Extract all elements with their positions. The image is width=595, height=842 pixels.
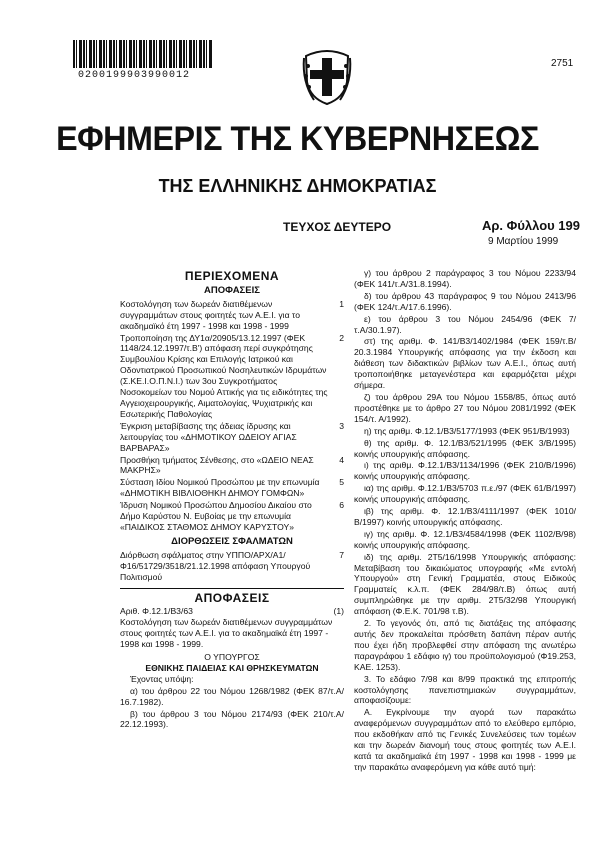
legal-basis-item: ε) του άρθρου 3 του Νόμου 2454/96 (ΦΕΚ 7/τ.Α/30.1.97). [354,313,576,335]
sheet-number: Αρ. Φύλλου 199 [482,218,581,233]
corrections-heading: ΔΙΟΡΘΩΣΕΙΣ ΣΦΑΛΜΑΤΩΝ [171,535,293,547]
minister-title: Ο ΥΠΟΥΡΓΟΣ [204,652,260,662]
page-number: 2751 [551,58,574,69]
issue-date: 9 Μαρτίου 1999 [488,236,559,247]
decision-number: Αριθ. Φ.12.1/Β3/63 [120,606,193,617]
contents-item[interactable]: Κοστολόγηση των δωρεάν διατιθέμενων συγγραμμάτων στους φοιτητές των Α.Ε.Ι. για το ακαδημαϊκό έτη 1997 - 1998 και 1998 - 1999 1 [120,298,344,331]
decisions-heading: ΑΠΟΦΑΣΕΙΣ [204,284,260,296]
contents-item[interactable]: Έγκριση μεταβίβασης της άδειας ίδρυσης και λειτουργίας του «ΔΗΜΟΤΙΚΟΥ ΩΔΕΙΟΥ ΑΓΙΑΣ ΒΑΡΒΑΡΑΣ» 3 [120,420,344,453]
decision-number-row [120,606,344,617]
divider [120,588,344,589]
contents-title: ΠΕΡΙΕΧΟΜΕΝΑ [184,269,280,283]
legal-basis-item: ι) της αριθμ. Φ.12.1/Β3/1134/1996 (ΦΕΚ 210/Β/1996) κοινής υπουργικής απόφασης. [354,460,576,482]
legal-basis-item: ιδ) της αριθμ. 2Τ5/16/1998 Υπουργικής απόφασης: Μεταβίβαση του δικαιώματος υπογραφής «Με εντολή Υπουργού» στη Γενική Γραμματέα, στους Ειδικούς Γραμματείς κ.λ.π. (ΦΕΚ 284/98/τ.Β) όπως αυτή συμπληρώθηκε με την αριθμ. 2Τ5/32/98 Υπουργική απόφαση (Φ.Ε.Κ. 701/98 τ.Β). [354,551,576,617]
legal-basis-item: θ) της αριθμ. Φ. 12.1/Β3/521/1995 (ΦΕΚ 3/Β/1995) κοινής υπουργικής απόφασης. [354,437,576,459]
decision-title: Κοστολόγηση των δωρεάν διατιθέμενων συγγραμμάτων στους φοιτητές των Α.Ε.Ι. για το ακαδημαϊκά έτη 1997 - 1998 και 1998 - 1999. [120,617,333,650]
legal-basis-item: στ) της αριθμ. Φ. 141/Β3/1402/1984 (ΦΕΚ 159/τ.Β/ 20.3.1984 Υπουργικής απόφασης για την έκδοση και διάθεση των διδακτικών βιβλίων των Α.Ε.Ι., όπως αυτή τροποποιήθηκε μεταγενέστερα και εφαρμόζεται μέχρι σήμερα. [354,336,576,391]
barcode-number: 0200199903990012 [78,70,191,81]
contents-item[interactable]: Σύσταση Ιδίου Νομικού Προσώπου με την επωνυμία «ΔΗΜΟΤΙΚΗ ΒΙΒΛΙΟΘΗΚΗ ΔΗΜΟΥ ΓΟΜΦΩΝ» 5 [120,477,344,499]
issue-label: ΤΕΥΧΟΣ ΔΕΥΤΕΡΟ [283,220,392,234]
body-heading: ΑΠΟΦΑΣΕΙΣ [194,591,270,606]
right-column [354,268,576,774]
legal-basis-item: ιβ) της αριθμ. Φ. 12.1/Β3/4111/1997 (ΦΕΚ 1010/Β/1997) κοινής υπουργικής απόφασης. [354,506,576,527]
legal-basis-item: 3. Το εδάφιο 7/98 και 8/99 πρακτικά της επιτροπής κοστολόγησης πανεπιστημιακών συγγραμμάτων, αποφασίζουμε: [354,673,576,706]
barcode [73,40,213,68]
legal-basis-item: ια) της αριθμ. Φ.12.1/Β3/5703 π.ε./97 (ΦΕΚ 61/Β/1997) κοινής υπουργικής απόφασης. [354,483,576,505]
ministry-name: ΕΘΝΙΚΗΣ ΠΑΙΔΕΙΑΣ ΚΑΙ ΘΡΗΣΚΕΥΜΑΤΩΝ [145,662,319,673]
left-column [120,268,344,731]
gazette-subtitle: ΤΗΣ ΕΛΛΗΝΙΚΗΣ ΔΗΜΟΚΡΑΤΙΑΣ [158,176,437,196]
greek-coat-of-arms-emblem [300,42,354,108]
legal-basis-item: ζ) του άρθρου 29Α του Νόμου 1558/85, όπως αυτό προστέθηκε με το άρθρο 27 του Νόμου 2081/1992 (ΦΕΚ 154/τ. Α/1992). [354,391,576,424]
legal-basis-item: α) του άρθρου 22 του Νόμου 1268/1982 (ΦΕΚ 87/τ.Α/ 16.7.1982). [120,685,344,707]
contents-item[interactable]: Προσθήκη τμήματος Σένθεσης, στο «ΩΔΕΙΟ ΝΕΑΣ ΜΑΚΡΗΣ» 4 [120,454,344,476]
contents-item[interactable]: Ίδρυση Νομικού Προσώπου Δημοσίου Δικαίου στο Δήμο Καρύστου Ν. Ευβοίας με την επωνυμία «ΠΑΙΔΙΚΟΣ ΣΤΑΘΜΟΣ ΔΗΜΟΥ ΚΑΡΥΣΤΟΥ» 6 [120,500,344,532]
having-regard: Έχοντας υπόψη: [130,673,194,684]
legal-basis-item: δ) του άρθρου 43 παράγραφος 9 του Νόμου 2413/96 (ΦΕΚ 124/τ.Α/17.6.1996). [354,290,576,312]
corrections-item[interactable]: Διόρθωση σφάλματος στην ΥΠΠΟ/ΑΡΧ/Α1/Φ16/51729/3518/21.12.1998 απόφαση Υπουργού Πολιτισμού 7 [120,549,344,582]
decision-index: (1) [333,606,344,617]
gazette-title: ΕΦΗΜΕΡΙΣ ΤΗΣ ΚΥΒΕΡΝΗΣΕΩΣ [56,120,539,158]
legal-basis-item: ιγ) της αριθμ. Φ. 12.1/Β3/4584/1998 (ΦΕΚ 1102/Β/98) κοινής υπουργικής απόφασης. [354,528,576,550]
legal-basis-item: β) του άρθρου 3 του Νόμου 2174/93 (ΦΕΚ 210/τ.Α/ 22.12.1993). [120,708,344,730]
decision-paragraph: Α. Εγκρίνουμε την αγορά των παρακάτω αναφερόμενων συγγραμμάτων από το ελεύθερο εμπόριο, που εκδοθήκαν από τις Γενικές Συνελεύσεις των τομέων και την δωρεάν διανομή τους στους φοιτητές των Α.Ε.Ι. κατά τα ακαδημαϊκά έτη 1997 - 1998 και 1998 - 1999 με την παρακάτω αναφερόμενη για κάθε αυτό τιμή: [354,707,576,772]
legal-basis-item: η) της αριθμ. Φ.12.1/Β3/5177/1993 (ΦΕΚ 951/Β/1993) [364,425,570,436]
legal-basis-item: 2. Το γεγονός ότι, από τις διατάξεις της απόφασης αυτής δεν προκαλείται πρόσθετη δαπάνη πέραν αυτής που έχει ήδη προβλεφθεί στην απόφαση της ανωτέρω παραγράφου 1 εδάφιο ιγ) του προϋπολογισμού (Φ19.253, ΚΑΕ. 1253). [354,618,576,672]
contents-item[interactable]: Τροποποίηση της ΔΥ1α/20905/13.12.1997 (ΦΕΚ 1148/24.12.1997/τ.Β') απόφαση περί συγκρότησης Συμβουλίου Κρίσης και Επιλογής Ιατρικού και Οδοντιατρικού Προσωπικού Νοσηλευτικών Ιδρυμάτων (Σ.ΚΕ.Ι.Ο.Π.Ν.Ι.) των 3ου Συγκροτήματος Νοσοκομείων του Νομού Αττικής για τις ειδικότητες της Αγγειοχειρουργικής, Αιματολογίας, Ψυχιατρικής και Εσωτερικής Παθολογίας 2 [120,332,344,419]
legal-basis-item: γ) του άρθρου 2 παράγραφος 3 του Νόμου 2233/94 (ΦΕΚ 141/τ.Α/31.8.1994). [354,268,576,289]
